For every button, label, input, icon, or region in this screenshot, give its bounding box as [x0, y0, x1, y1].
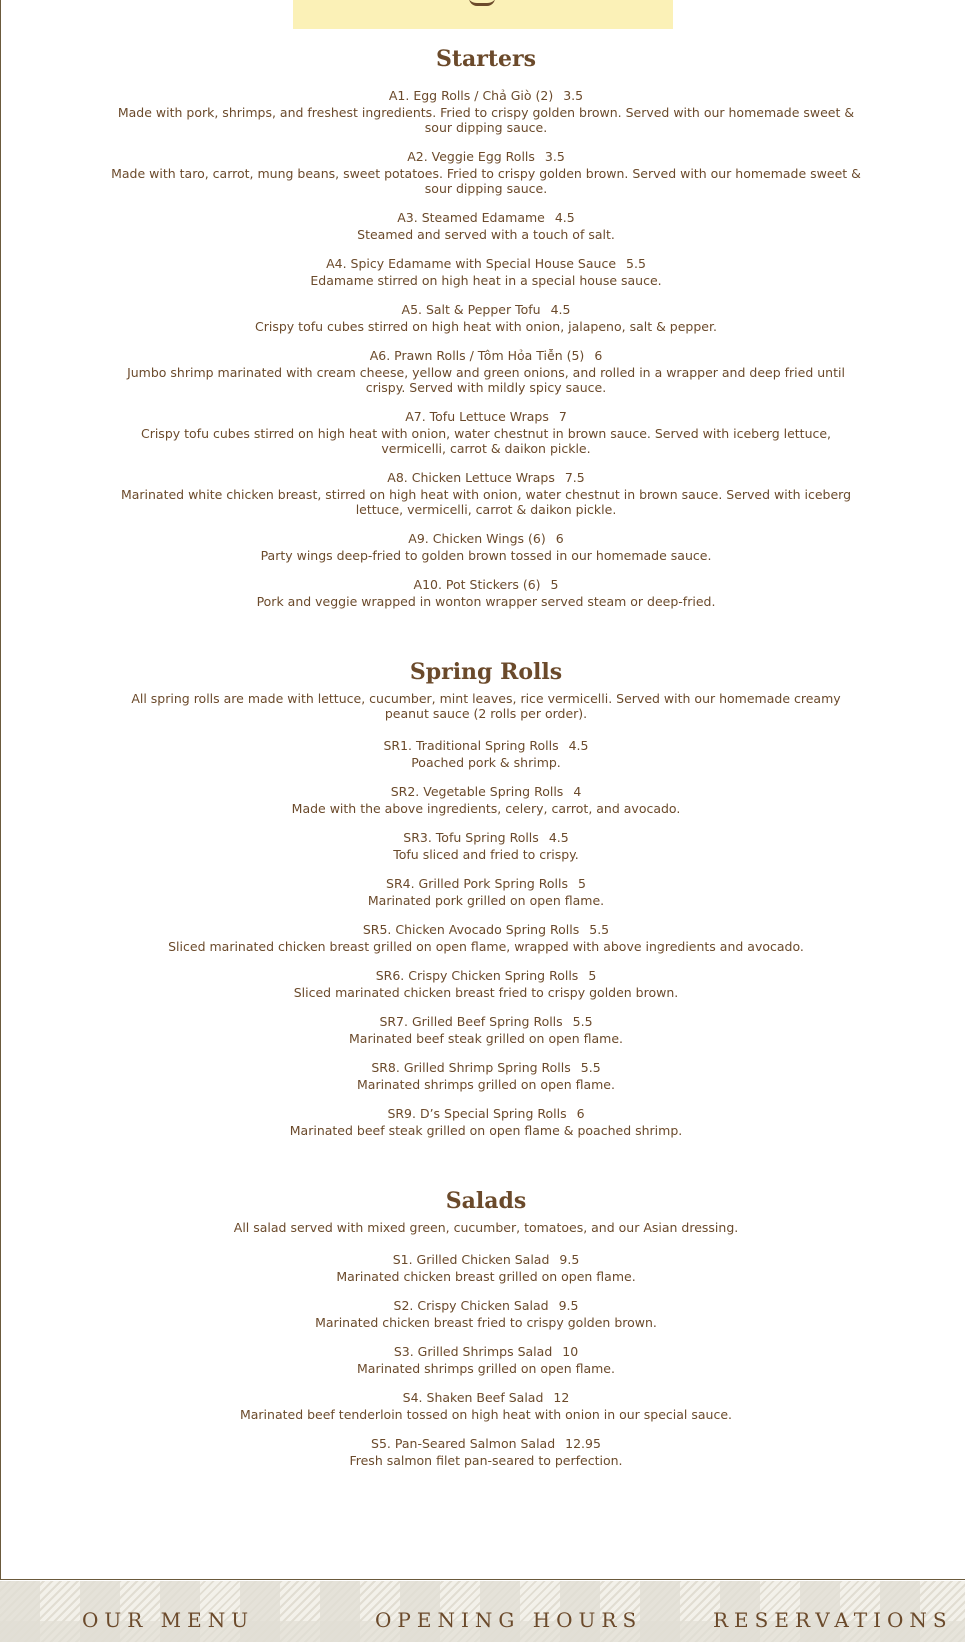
menu-item-price: 4.5	[554, 210, 575, 225]
banner-logo-fragment	[469, 0, 495, 6]
menu-item-title	[111, 829, 861, 847]
menu-item-name: SR3. Tofu Spring Rolls	[403, 830, 539, 845]
salads-intro: All salad served with mixed green, cucumber, tomatoes, and our Asian dressing.	[233, 1220, 739, 1235]
section-title-spring-rolls: Spring Rolls	[409, 659, 563, 685]
menu-item-title	[111, 1389, 861, 1407]
menu-item-title	[111, 1343, 861, 1361]
spring-rolls-list	[111, 737, 861, 1138]
menu-item	[111, 967, 861, 1000]
section-title-starters: Starters	[435, 46, 537, 72]
menu-item-description: Marinated chicken breast grilled on open flame.	[336, 1269, 636, 1284]
menu-item	[111, 148, 861, 196]
menu-item-title	[111, 347, 861, 365]
menu-item	[111, 209, 861, 242]
menu-item-title	[111, 1435, 861, 1453]
menu-item	[111, 469, 861, 517]
menu-item-price: 3.5	[544, 149, 565, 164]
footer-nav	[0, 1607, 965, 1642]
menu-item-name: S4. Shaken Beef Salad	[402, 1390, 544, 1405]
menu-item-price: 10	[562, 1344, 579, 1359]
menu-item-name: SR5. Chicken Avocado Spring Rolls	[362, 922, 580, 937]
salads-section	[111, 1182, 861, 1468]
menu-item-price: 4.5	[550, 302, 571, 317]
menu-item-title	[111, 1297, 861, 1315]
menu-item-title	[111, 301, 861, 319]
menu-item-title	[111, 87, 861, 105]
menu-item-title	[111, 1251, 861, 1269]
menu-item-name: A8. Chicken Lettuce Wraps	[387, 470, 555, 485]
menu-item	[111, 1389, 861, 1422]
menu-item-name: A5. Salt & Pepper Tofu	[401, 302, 541, 317]
menu-item-description: Poached pork & shrimp.	[411, 755, 561, 770]
menu-item-price: 3.5	[563, 88, 584, 103]
menu-item-price: 5	[588, 968, 597, 983]
menu-item-description: Sliced marinated chicken breast fried to crispy golden brown.	[293, 985, 679, 1000]
menu-item-price: 9.5	[558, 1298, 579, 1313]
menu-item-title	[111, 576, 861, 594]
menu-item	[111, 783, 861, 816]
menu-item-description: Sliced marinated chicken breast grilled on open flame, wrapped with above ingredients and avocado.	[168, 939, 804, 954]
menu-item	[111, 1013, 861, 1046]
menu-item-price: 6	[594, 348, 603, 363]
menu-item-description: Steamed and served with a touch of salt.	[357, 227, 615, 242]
menu-item-title	[111, 469, 861, 487]
menu-item	[111, 875, 861, 908]
menu-item-description: Fresh salmon filet pan-seared to perfection.	[349, 1453, 623, 1468]
salads-list	[111, 1251, 861, 1468]
menu-item-title	[111, 148, 861, 166]
starters-list	[111, 87, 861, 609]
menu-item-price: 7	[558, 409, 567, 424]
menu-item	[111, 576, 861, 609]
menu-item-description: Marinated white chicken breast, stirred on high heat with onion, water chestnut in brown sauce. Served with iceberg lettuce, vermicelli, carrot & daikon pickle.	[120, 487, 852, 517]
menu-item-description: Marinated chicken breast fried to crispy golden brown.	[315, 1315, 657, 1330]
menu-item-description: Marinated beef steak grilled on open flame & poached shrimp.	[289, 1123, 683, 1138]
menu-item-name: SR8. Grilled Shrimp Spring Rolls	[371, 1060, 571, 1075]
menu-item-description: Marinated beef tenderloin tossed on high heat with onion in our special sauce.	[239, 1407, 733, 1422]
menu-item-description: Edamame stirred on high heat in a special house sauce.	[310, 273, 662, 288]
menu-item-description: Made with the above ingredients, celery, carrot, and avocado.	[291, 801, 681, 816]
menu-item	[111, 255, 861, 288]
menu-item-name: A7. Tofu Lettuce Wraps	[405, 409, 549, 424]
menu-item-name: A6. Prawn Rolls / Tôm Hỏa Tiễn (5)	[369, 348, 585, 363]
menu-item	[111, 1297, 861, 1330]
menu-item-description: Tofu sliced and fried to crispy.	[393, 847, 579, 862]
footer-nav-bar	[0, 1581, 965, 1642]
menu-item-description: Pork and veggie wrapped in wonton wrapper served steam or deep-fried.	[256, 594, 716, 609]
menu-item-name: A1. Egg Rolls / Chả Giò (2)	[388, 88, 554, 103]
menu-item-title	[111, 1059, 861, 1077]
spring-rolls-section	[111, 653, 861, 1138]
menu-item-name: S2. Crispy Chicken Salad	[393, 1298, 549, 1313]
menu-item	[111, 1059, 861, 1092]
menu-item	[111, 408, 861, 456]
menu-item-description: Made with taro, carrot, mung beans, sweet potatoes. Fried to crispy golden brown. Served with our homemade sweet & sour dipping sauce.	[111, 166, 861, 196]
menu-item	[111, 347, 861, 395]
menu-item-description: Crispy tofu cubes stirred on high heat with onion, jalapeno, salt & pepper.	[255, 319, 717, 334]
menu-item	[111, 530, 861, 563]
menu-item-description: Crispy tofu cubes stirred on high heat with onion, water chestnut in brown sauce. Served with iceberg lettuce, vermicelli, carrot & daikon pickle.	[140, 426, 832, 456]
menu-item-price: 4	[573, 784, 582, 799]
menu-item-title	[111, 408, 861, 426]
menu-item	[111, 87, 861, 135]
menu-item-description: Made with pork, shrimps, and freshest ingredients. Fried to crispy golden brown. Served with our homemade sweet & sour dipping sauce.	[117, 105, 855, 135]
menu-item-name: A4. Spicy Edamame with Special House Sauce	[326, 256, 617, 271]
menu-item-price: 5.5	[580, 1060, 601, 1075]
nav-reservations-link[interactable]: RESERVATIONS	[713, 1608, 953, 1632]
menu-item-title	[111, 1105, 861, 1123]
nav-our-menu-link[interactable]: OUR MENU	[82, 1608, 255, 1632]
menu-item-title	[111, 1013, 861, 1031]
menu-item-description: Marinated shrimps grilled on open flame.	[357, 1077, 615, 1092]
menu-item-price: 5	[550, 577, 559, 592]
menu-item	[111, 1343, 861, 1376]
menu-item-price: 6	[555, 531, 564, 546]
menu-item-title	[111, 530, 861, 548]
menu-item-title	[111, 921, 861, 939]
menu-item-title	[111, 875, 861, 893]
menu-item-price: 5.5	[626, 256, 646, 271]
menu-item-description: Marinated pork grilled on open flame.	[367, 893, 605, 908]
header-banner	[293, 0, 673, 29]
spring-rolls-intro: All spring rolls are made with lettuce, cucumber, mint leaves, rice vermicelli. Served with our homemade creamy peanut sauce (2 rolls per order).	[131, 691, 841, 721]
menu-item-name: S1. Grilled Chicken Salad	[392, 1252, 550, 1267]
menu-item-price: 9.5	[559, 1252, 580, 1267]
nav-opening-hours-link[interactable]: OPENING HOURS	[375, 1608, 643, 1632]
menu-item-title	[111, 255, 861, 273]
menu-item-title	[111, 967, 861, 985]
menu-item-description: Party wings deep-fried to golden brown tossed in our homemade sauce.	[260, 548, 712, 563]
menu-item-name: SR9. D’s Special Spring Rolls	[387, 1106, 567, 1121]
menu-content	[111, 40, 861, 1481]
menu-item-price: 5.5	[572, 1014, 593, 1029]
menu-item-price: 7.5	[564, 470, 585, 485]
menu-item-price: 5	[578, 876, 586, 891]
menu-item-name: S5. Pan-Seared Salmon Salad	[371, 1436, 556, 1451]
menu-item-name: SR6. Crispy Chicken Spring Rolls	[375, 968, 579, 983]
menu-item-name: SR2. Vegetable Spring Rolls	[390, 784, 564, 799]
menu-item	[111, 921, 861, 954]
menu-item-description: Marinated beef steak grilled on open flame.	[349, 1031, 623, 1046]
menu-item	[111, 1105, 861, 1138]
menu-item	[111, 737, 861, 770]
menu-item-name: SR4. Grilled Pork Spring Rolls	[386, 876, 569, 891]
menu-item-description: Marinated shrimps grilled on open flame.	[357, 1361, 615, 1376]
menu-item-description: Jumbo shrimp marinated with cream cheese, yellow and green onions, and rolled in a wrapper and deep fried until crispy. Served with mildly spicy sauce.	[127, 365, 845, 395]
menu-item-price: 12.95	[565, 1436, 601, 1451]
menu-item-name: A2. Veggie Egg Rolls	[407, 149, 535, 164]
menu-item-price: 4.5	[568, 738, 589, 753]
menu-item-title	[111, 783, 861, 801]
menu-item	[111, 301, 861, 334]
menu-item-price: 12	[553, 1390, 570, 1405]
menu-item	[111, 1251, 861, 1284]
menu-item	[111, 829, 861, 862]
starters-section	[111, 40, 861, 609]
menu-item-title	[111, 737, 861, 755]
menu-item-price: 6	[576, 1106, 585, 1121]
menu-item-name: S3. Grilled Shrimps Salad	[393, 1344, 553, 1359]
menu-item-name: A3. Steamed Edamame	[397, 210, 545, 225]
menu-item-name: SR7. Grilled Beef Spring Rolls	[379, 1014, 563, 1029]
section-title-salads: Salads	[445, 1188, 527, 1214]
menu-item-name: A10. Pot Stickers (6)	[413, 577, 541, 592]
menu-item-title	[111, 209, 861, 227]
menu-item-name: A9. Chicken Wings (6)	[408, 531, 546, 546]
menu-item-price: 4.5	[548, 830, 569, 845]
menu-item-price: 5.5	[589, 922, 610, 937]
menu-item-name: SR1. Traditional Spring Rolls	[383, 738, 559, 753]
menu-item	[111, 1435, 861, 1468]
